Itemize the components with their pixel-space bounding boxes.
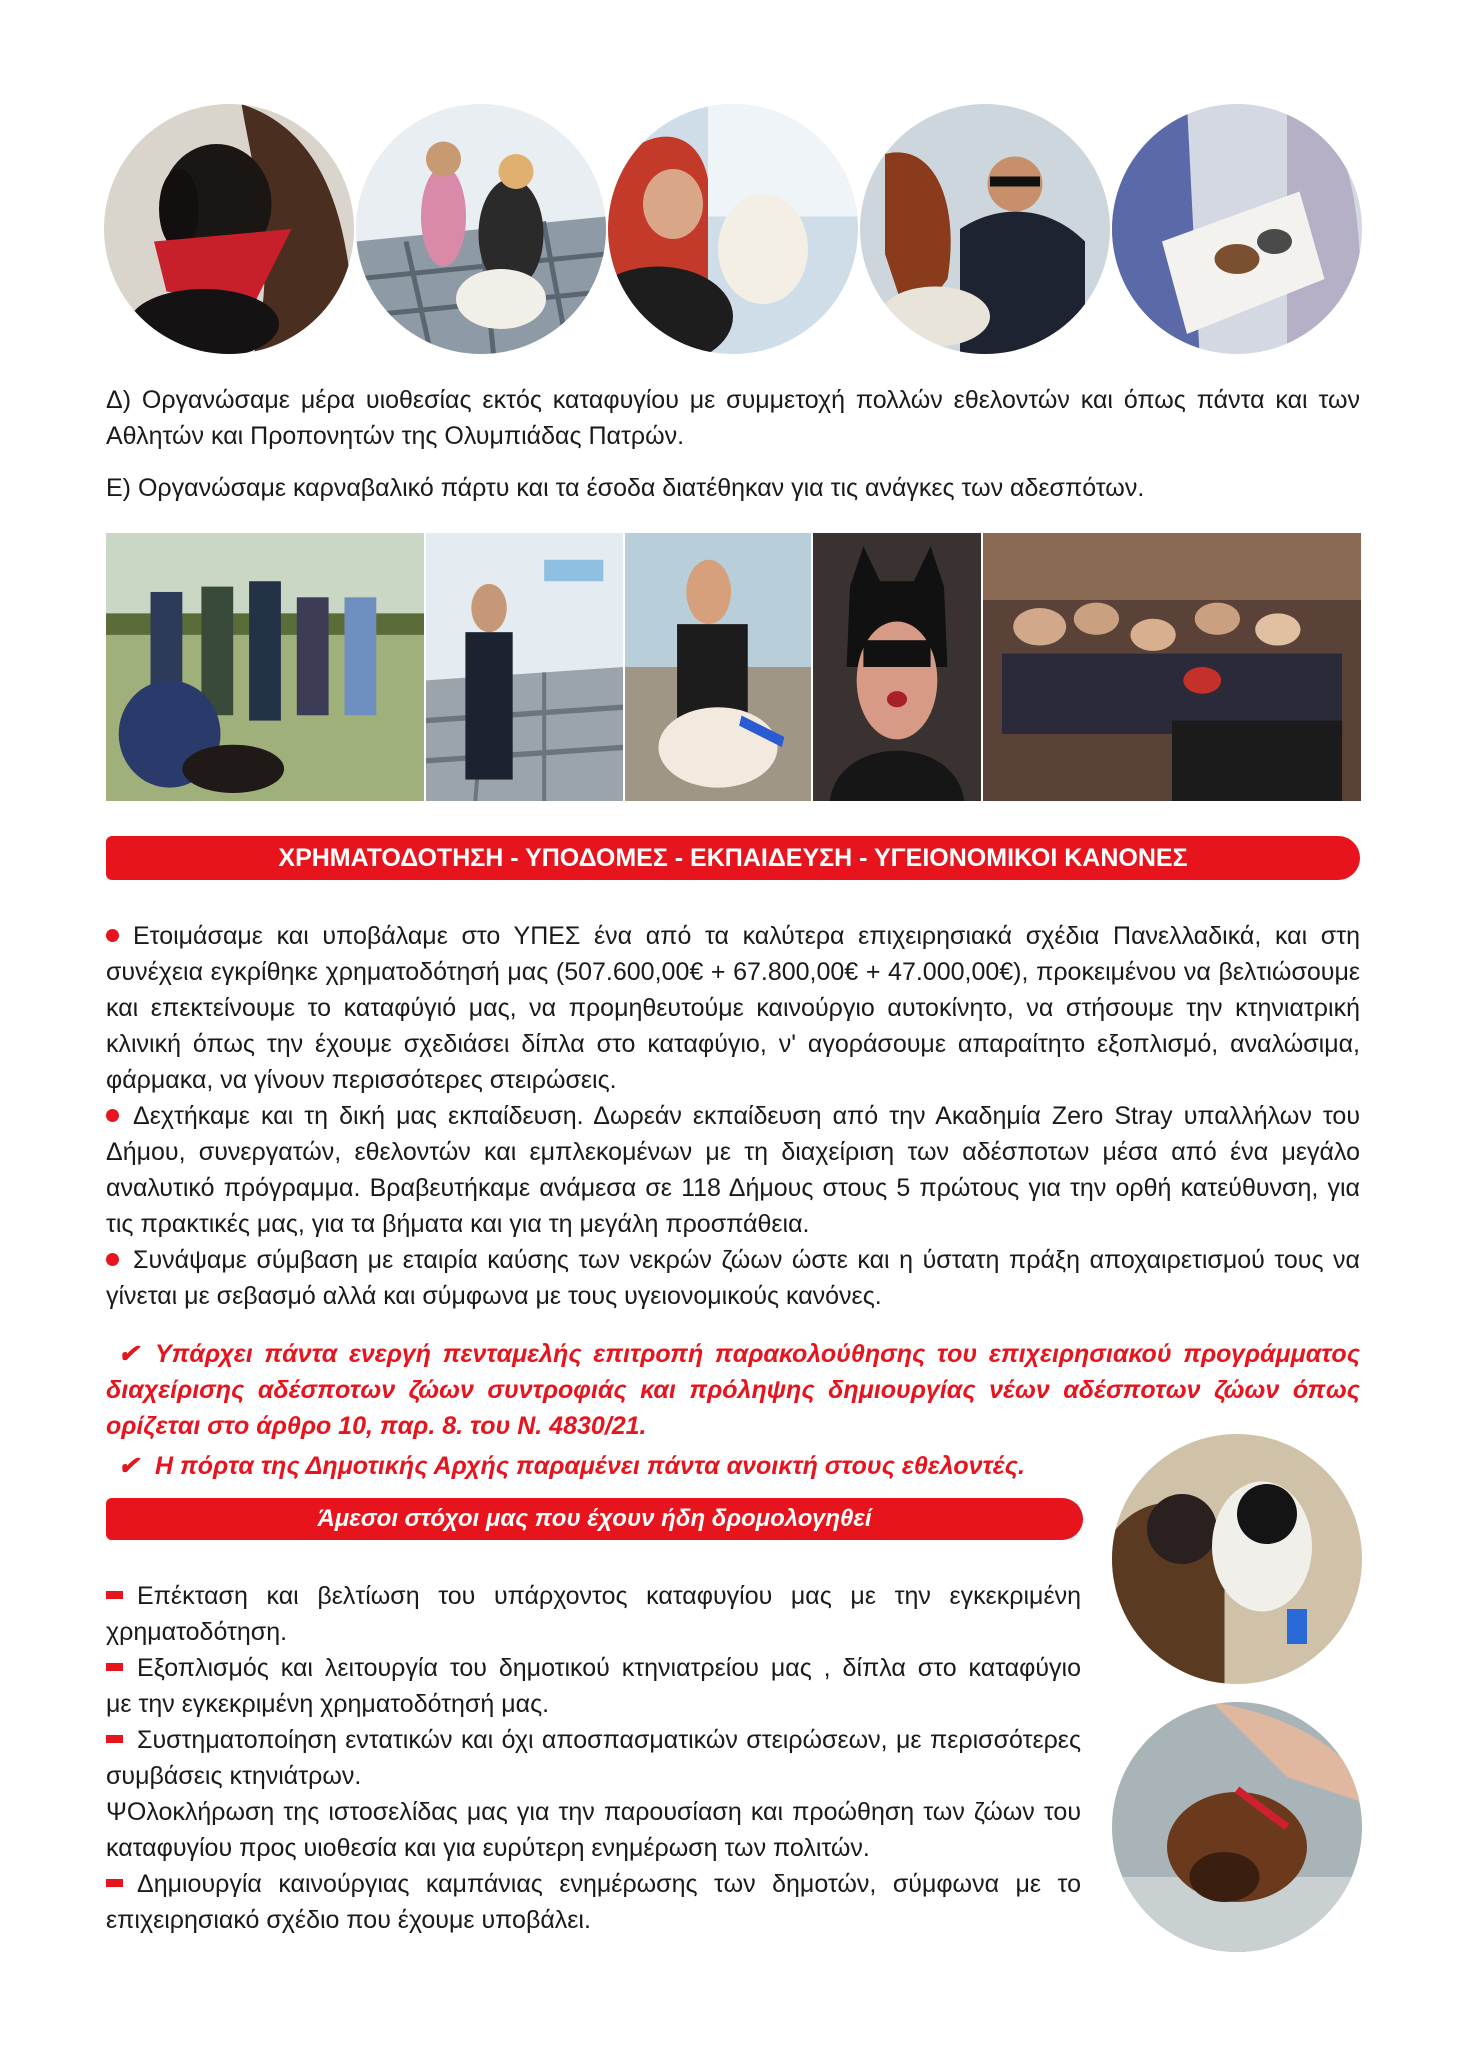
photo-children-drawing [1112, 104, 1362, 354]
dash-bullet-icon [106, 1735, 123, 1743]
goal-item: Συστηματοποίηση εντατικών και όχι αποσπασματικών στειρώσεων, με περισσότερες [106, 1722, 1081, 1758]
bullet-funding: Ετοιμάσαμε και υποβάλαμε στο ΥΠΕΣ ένα από τα καλύτερα επιχειρησιακά σχέδια Πανελλαδικά, και στη συνέχεια εγκρίθηκε χρηματοδότησή μας (507.600,00€ + 67.800,00€ + 47.000,00€), προκειμένου να βελτιώσουμε και επεκτείνουμε το καταφύγιό μας, να προμηθευτούμε καινούργιο αυτοκίνητο, να στήσουμε την κτηνιατρική κλινική όπως την έχουμε σχεδιάσει δίπλα στο καταφύγιο, ν' αγοράσουμε απαραίτητο εξοπλισμό, αναλώσιμα, φάρμακα, να γίνουν περισσότερες στειρώσεις. [106, 922, 1360, 1094]
photo-child-with-dog [356, 104, 606, 354]
goal-item: ΨΟλοκλήρωση της ιστοσελίδας μας για την παρουσίαση και προώθηση των ζώων του [106, 1798, 1081, 1826]
bullet-dot-icon [106, 929, 119, 942]
photo-woman-with-puppy [608, 104, 858, 354]
bullet-dot-icon [106, 1109, 119, 1122]
photo-vet-with-basset [1112, 1702, 1362, 1952]
photo-person-with-injured-dog [1112, 1434, 1362, 1684]
photo-woman-cat-mask [813, 533, 981, 801]
photo-man-in-suit [426, 533, 623, 801]
dash-bullet-icon [106, 1879, 123, 1887]
check-icon: ✔ [118, 1340, 139, 1368]
check-icon: ✔ [118, 1452, 139, 1480]
section-d-line1: Δ) Οργανώσαμε μέρα υιοθεσίας εκτός καταφυγίου με συμμετοχή πολλών εθελοντών και όπως πάντα και των [106, 386, 1360, 414]
bullet-dot-icon [106, 1253, 119, 1266]
bullet-training: Δεχτήκαμε και τη δική μας εκπαίδευση. Δωρεάν εκπαίδευση από την Ακαδημία Zero Stray υπαλλήλων του Δήμου, συνεργατών, εθελοντών και εμπλεκομένων με τη διαχείριση των αδέσποτων μέσα από ένα μεγάλο αναλυτικό πρόγραμμα. Βραβευτήκαμε ανάμεσα σε 118 Δήμους στους 5 πρώτους για την ορθή κατεύθυνση, για τις πρακτικές μας, για τα βήματα και για τη μεγάλη προσπάθεια. [106, 1102, 1360, 1238]
section-e-line1: Ε) Οργανώσαμε καρναβαλικό πάρτυ και τα έσοδα διατέθηκαν για τις ανάγκες των αδεσπότων. [106, 474, 1145, 502]
goals-list: Επέκταση και βελτίωση του υπάρχοντος καταφυγίου μας με την εγκεκριμένη χρηματοδότηση. Εξοπλισμός και λειτουργία του δημοτικού κτηνιατρείου μας , δίπλα στο καταφύγιο με την εγκεκριμένη χρηματοδότησή μας. Συστηματοποίηση εντατικών και όχι αποσπασματικών στειρώσεων, με περισσότερες συμβάσεις κτηνιάτρων. ΨΟλοκλήρωση της ιστοσελίδας μας για την παρουσίαση και προώθηση των ζώων του καταφυγίου προς υιοθεσία και για ευρύτερη ενημέρωση των πολιτών. Δημιουργία καινούργιας καμπάνιας ενημέρωσης των δημοτών, σύμφωνα με το επιχειρησιακό σχέδιο που έχουμε υποβάλει. [106, 1578, 1081, 1938]
dash-bullet-icon [106, 1591, 123, 1599]
banner-funding-label: ΧΡΗΜΑΤΟΔΟΤΗΣΗ - ΥΠΟΔΟΜΕΣ - ΕΚΠΑΙΔΕΥΣΗ - ΥΓΕΙΟΝΟΜΙΚΟΙ ΚΑΝΟΝΕΣ [278, 843, 1188, 872]
photo-volunteers-group [106, 533, 424, 801]
highlight-open-door: ✔ Η πόρτα της Δημοτικής Αρχής παραμένει πάντα ανοικτή στους εθελοντές. [118, 1452, 1025, 1480]
bullet-cremation: Συνάψαμε σύμβαση με εταιρία καύσης των νεκρών ζώων ώστε και η ύστατη πράξη αποχαιρετισμού τους να γίνεται με σεβασμό αλλά και σύμφωνα με τους υγειονομικούς κανόνες. [106, 1246, 1360, 1310]
photo-dog-red-bandana [104, 104, 354, 354]
goal-item: Επέκταση και βελτίωση του υπάρχοντος καταφυγίου μας με την εγκεκριμένη [106, 1578, 1081, 1614]
photo-carnival-party [983, 533, 1361, 801]
highlight-committee: ✔ Υπάρχει πάντα ενεργή πενταμελής επιτροπή παρακολούθησης του επιχειρησιακού προγράμματος διαχείρισης αδέσποτων ζώων συντροφιάς και πρόληψης δημιουργίας νέων αδέσποτων ζώων όπως ορίζεται στο άρθρο 10, παρ. 8. του Ν. 4830/21. [106, 1340, 1360, 1440]
section-d-text [106, 382, 1360, 454]
photo-teen-with-dog [625, 533, 811, 801]
goal-item: Δημιουργία καινούργιας καμπάνιας ενημέρωσης των δημοτών, σύμφωνα με το [106, 1866, 1081, 1902]
dash-bullet-icon [106, 1663, 123, 1671]
goal-item: Εξοπλισμός και λειτουργία του δημοτικού κτηνιατρείου μας , δίπλα στο καταφύγιο [106, 1650, 1081, 1686]
section-banner-funding [106, 836, 1360, 880]
section-d-line2: Αθλητών και Προπονητών της Ολυμπιάδας Πατρών. [106, 422, 685, 450]
photo-man-with-setter-dog [860, 104, 1110, 354]
section-banner-goals [106, 1498, 1083, 1540]
section-e-text [106, 470, 1360, 506]
banner-goals-label: Άμεσοι στόχοι μας που έχουν ήδη δρομολογηθεί [317, 1505, 872, 1532]
